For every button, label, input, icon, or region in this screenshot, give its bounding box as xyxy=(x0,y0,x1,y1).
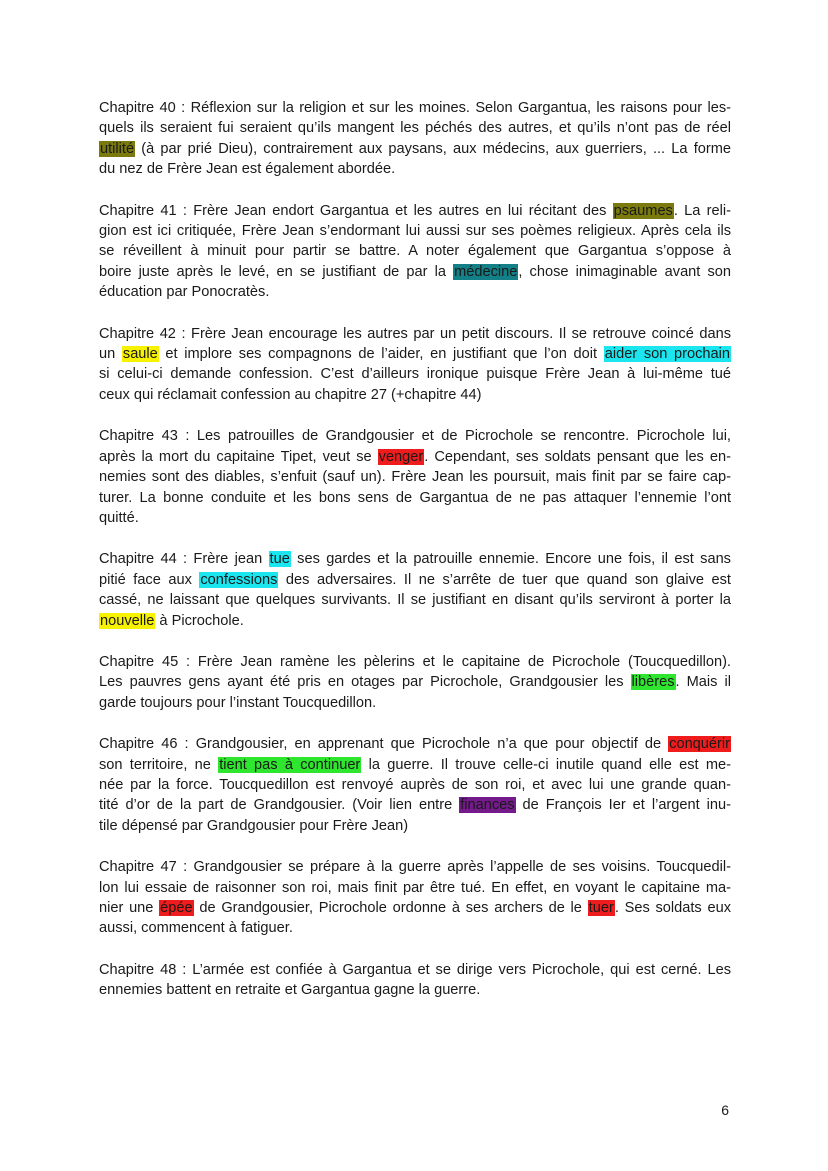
highlighted-word: nouvelle xyxy=(100,612,155,629)
text-line xyxy=(99,734,731,754)
text-run: ses gardes et la patrouille ennemie. Encore une fois, il est sans xyxy=(290,551,731,568)
text-line xyxy=(99,426,731,446)
text-run: née par la force. Toucquedillon est renvoyé auprès de son roi, et avec lui une grande quan- xyxy=(99,776,731,793)
text-run: et implore ses compagnons de l’aider, en justifiant que l’on doit xyxy=(158,346,604,363)
chapter-paragraph xyxy=(99,734,731,836)
text-run: (à par prié Dieu), contrairement aux paysans, aux médecins, aux guerriers, ... La forme xyxy=(135,140,731,157)
text-run: Chapitre 43 : Les patrouilles de Grandgousier et de Picrochole se rencontre. Picrochole lui, xyxy=(99,428,731,445)
text-run: pitié face aux xyxy=(99,571,200,588)
text-run: ennemies battent en retraite et Gargantua gagne la guerre. xyxy=(99,982,481,999)
text-line xyxy=(99,611,731,631)
highlighted-word: épée xyxy=(160,900,193,916)
text-line xyxy=(99,672,731,692)
highlighted-word: tue xyxy=(269,551,290,568)
text-line xyxy=(99,918,731,938)
text-line xyxy=(99,201,731,221)
text-line xyxy=(99,159,731,179)
highlighted-word: libères xyxy=(631,674,675,691)
chapter-paragraph xyxy=(99,960,731,1001)
text-run: Chapitre 42 : Frère Jean encourage les autres par un petit discours. Il se retrouve coincé dans xyxy=(99,325,731,342)
text-line xyxy=(99,980,731,1000)
text-line xyxy=(99,139,731,159)
text-run: de Grandgousier, Picrochole ordonne à ses archers de le xyxy=(193,900,588,916)
page-number: 6 xyxy=(721,1102,729,1118)
text-run: Chapitre 40 : Réflexion sur la religion et sur les moines. Selon Gargantua, les raisons pour les- xyxy=(99,100,731,116)
text-run: Chapitre 48 : L’armée est confiée à Gargantua et se dirige vers Picrochole, qui est cerné. Les xyxy=(99,961,731,978)
highlighted-word: finances xyxy=(460,797,515,814)
text-run: des adversaires. Il ne s’arrête de tuer que quand son glaive est xyxy=(278,571,731,588)
text-line xyxy=(99,755,731,775)
text-run: Chapitre 45 : Frère Jean ramène les pèlerins et le capitaine de Picrochole (Toucquedillon). xyxy=(99,653,731,670)
text-line xyxy=(99,590,731,610)
highlighted-word: conquérir xyxy=(669,736,730,753)
chapter-paragraph xyxy=(99,857,731,939)
text-line xyxy=(99,364,731,384)
text-line xyxy=(99,385,731,405)
text-run: quels ils seraient fui seraient qu’ils mangent les péchés des autres, et qu’ils n’ont pas de réel xyxy=(99,120,731,137)
text-run: à Picrochole. xyxy=(155,612,244,629)
text-run: tile dépensé par Grandgousier pour Frère Jean) xyxy=(99,817,409,834)
chapter-paragraph xyxy=(99,98,731,180)
text-line xyxy=(99,241,731,261)
text-run: de François Ier et l’argent inu- xyxy=(515,797,732,814)
chapter-paragraph xyxy=(99,652,731,713)
text-line xyxy=(99,960,731,980)
highlighted-word: tuer xyxy=(588,900,614,916)
text-run: Chapitre 41 : Frère Jean endort Gargantua et les autres en lui récitant des xyxy=(99,202,613,219)
text-run: . Cependant, ses soldats pensant que les en- xyxy=(424,448,731,465)
text-run: , chose inimaginable avant son xyxy=(518,263,731,280)
chapter-paragraph xyxy=(99,549,731,631)
text-run: un xyxy=(99,346,122,363)
text-line xyxy=(99,508,731,528)
highlighted-word: utilité xyxy=(100,140,135,157)
highlighted-word: tient pas à continuer xyxy=(219,756,361,773)
text-run: boire juste après le levé, en se justifiant de par la xyxy=(99,263,454,280)
text-run: du nez de Frère Jean est également abordée. xyxy=(99,161,396,178)
text-line xyxy=(99,652,731,672)
text-run: la guerre. Il trouve celle-ci inutile quand elle est me- xyxy=(361,756,731,773)
text-run: quitté. xyxy=(99,509,139,526)
text-run: nier une xyxy=(99,900,160,916)
text-line xyxy=(99,467,731,487)
text-line xyxy=(99,816,731,836)
text-run: après la mort du capitaine Tipet, veut se xyxy=(99,448,378,465)
text-line xyxy=(99,221,731,241)
text-run: ceux qui réclamait confession au chapitre 27 (+chapitre 44) xyxy=(99,386,482,403)
highlighted-word: venger xyxy=(378,448,424,465)
text-line xyxy=(99,898,731,918)
text-line xyxy=(99,857,731,877)
text-run: Chapitre 46 : Grandgousier, en apprenant que Picrochole n’a que pour objectif de xyxy=(99,736,669,753)
text-run: cassé, ne laissant que quelques survivants. Il se justifiant en disant qu’ils serviront à porter la xyxy=(99,592,731,609)
text-line xyxy=(99,324,731,344)
text-run: tité d’or de la part de Grandgousier. (Voir lien entre xyxy=(99,797,460,814)
text-line xyxy=(99,878,731,898)
text-line xyxy=(99,282,731,302)
text-run: turer. La bonne conduite et les bons sens de Gargantua de ne pas attaquer l’ennemie l’ont xyxy=(99,489,731,506)
text-run: aussi, commencent à fatiguer. xyxy=(99,920,293,937)
highlighted-word: saule xyxy=(122,346,158,363)
text-line xyxy=(99,488,731,508)
text-line xyxy=(99,447,731,467)
text-run: lon lui essaie de raisonner son roi, mais finit par être tué. En effet, en voyant le capitaine ma- xyxy=(99,879,731,896)
highlighted-word: médecine xyxy=(454,263,518,280)
text-line xyxy=(99,775,731,795)
text-run: éducation par Ponocratès. xyxy=(99,284,270,301)
text-run: . La reli- xyxy=(673,202,731,219)
text-line xyxy=(99,693,731,713)
text-line xyxy=(99,344,731,364)
text-line xyxy=(99,570,731,590)
text-line xyxy=(99,795,731,815)
text-run: nemies sont des diables, s’enfuit (sauf un). Frère Jean les poursuit, mais finit par se faire cap- xyxy=(99,469,731,486)
highlighted-word: psaumes xyxy=(613,202,673,219)
highlighted-word: confessions xyxy=(200,571,278,588)
highlighted-word: aider son prochain xyxy=(604,346,730,363)
chapter-paragraph xyxy=(99,324,731,406)
text-line xyxy=(99,262,731,282)
text-run: . Mais il xyxy=(675,674,731,691)
chapter-paragraph xyxy=(99,201,731,303)
text-run: Chapitre 44 : Frère jean xyxy=(99,551,269,568)
text-run: . Ses soldats eux xyxy=(614,900,731,916)
text-line xyxy=(99,98,731,118)
text-run: gion est ici critiquée, Frère Jean s’endormant lui aussi sur ses poèmes religieux. Après cela ils xyxy=(99,223,731,240)
text-run: Les pauvres gens ayant été pris en otages par Picrochole, Grandgousier les xyxy=(99,674,631,691)
text-run: son territoire, ne xyxy=(99,756,219,773)
text-run: garde toujours pour l’instant Toucquedillon. xyxy=(99,694,377,711)
chapter-paragraph xyxy=(99,426,731,528)
text-run: se réveillent à minuit pour partir se battre. A noter également que Gargantua s’oppose à xyxy=(99,243,731,260)
text-line xyxy=(99,549,731,569)
document-body xyxy=(99,98,731,1022)
text-run: si celui-ci demande confession. C’est d’ailleurs ironique puisque Frère Jean à lui-même tué xyxy=(99,366,731,383)
text-line xyxy=(99,118,731,138)
text-run: Chapitre 47 : Grandgousier se prépare à la guerre après l’appelle de ses voisins. Toucquedil- xyxy=(99,859,731,876)
